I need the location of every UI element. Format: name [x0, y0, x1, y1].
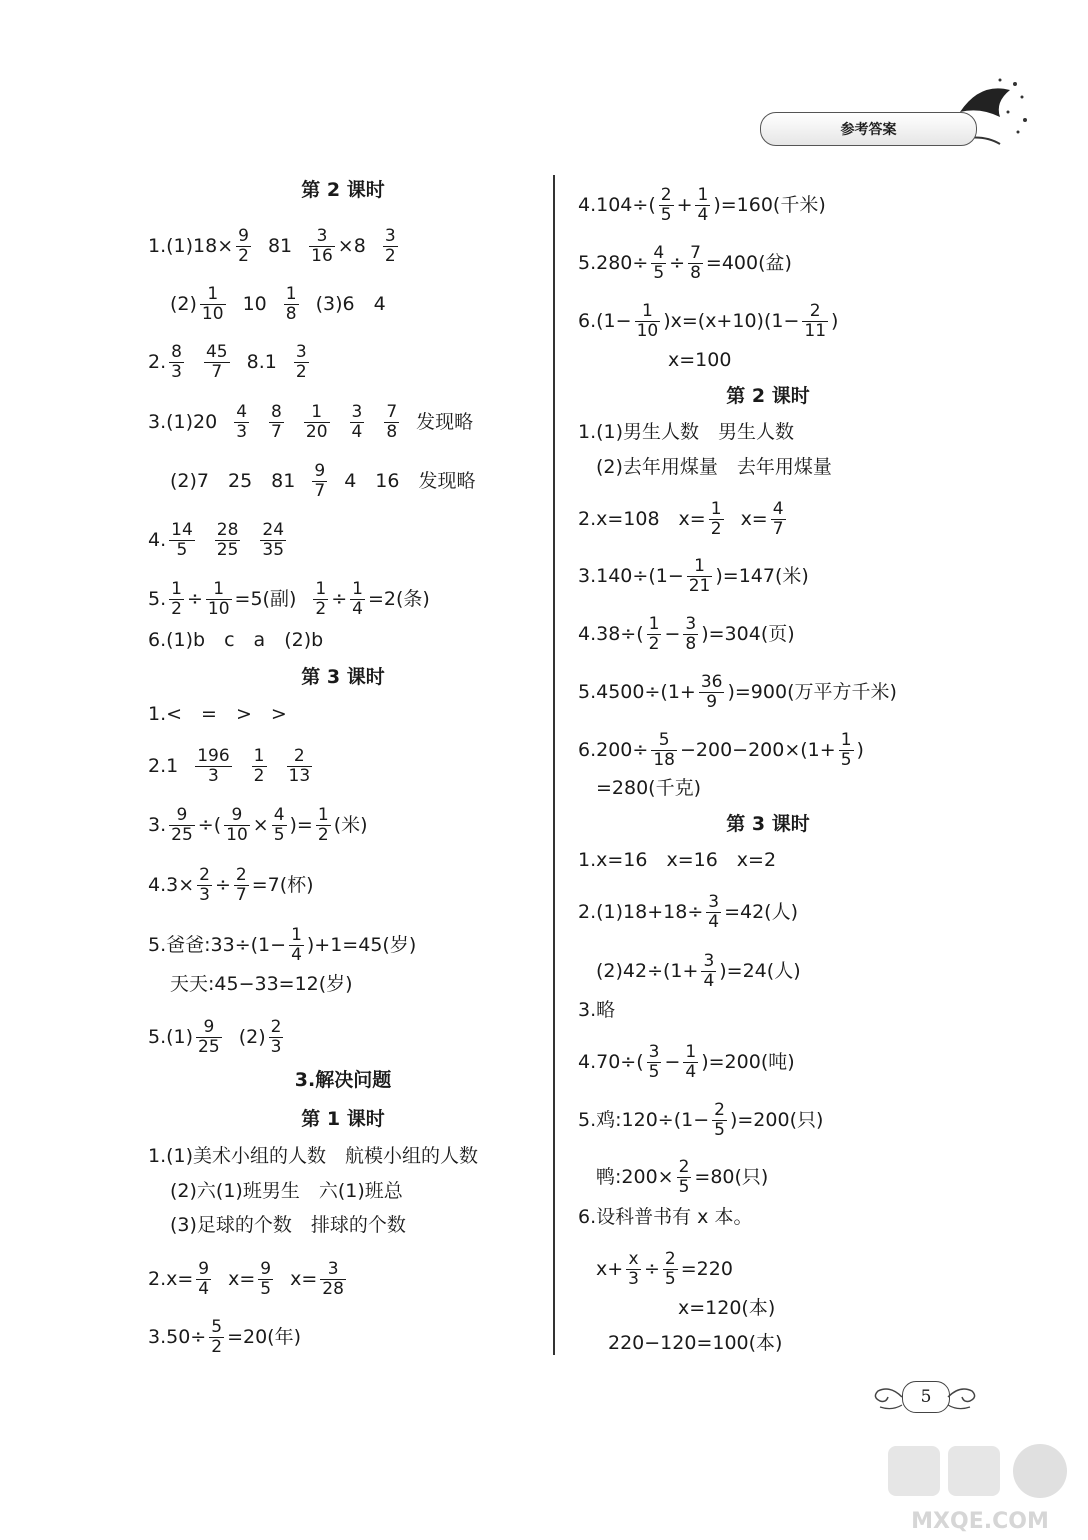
answer-line: 4.38÷( $\frac{1}{2}$ − $\frac{3}{8}$ )=304(页): [578, 614, 795, 654]
answer-line: 5.爸爸:33÷(1− $\frac{1}{4}$ )+1=45(岁): [148, 925, 417, 965]
answer-line: 4. $\frac{14}{5}$ $\frac{28}{25}$ $\frac{24}{35}$: [148, 520, 285, 560]
answer-line: (2) $\frac{1}{10}$ 10 $\frac{1}{8}$ (3)6 4: [170, 284, 386, 324]
answer-line: (2)六(1)班男生 六(1)班总: [170, 1180, 403, 1202]
answer-line: 6.200÷ $\frac{5}{18}$ −200−200×(1+ $\frac{1}{5}$ ): [578, 730, 864, 770]
answer-line: 5.(1) $\frac{9}{25}$ (2) $\frac{2}{3}$: [148, 1017, 282, 1057]
answer-line: 鸭:200× $\frac{2}{5}$ =80(只): [596, 1157, 769, 1197]
answer-line: 3.50÷ $\frac{5}{2}$ =20(年): [148, 1317, 301, 1357]
answer-line: 6.(1)b c a (2)b: [148, 629, 324, 651]
answer-line: 1.< = > >: [148, 703, 287, 725]
section-heading: 第 2 课时: [301, 179, 385, 201]
answer-line: 2. $\frac{8}{3}$ $\frac{45}{7}$ 8.1 $\frac{3}{2}$: [148, 342, 307, 382]
column-divider: [553, 175, 555, 1355]
answer-line: 2.1 $\frac{196}{3}$ $\frac{1}{2}$ $\frac{2}{13}$: [148, 746, 311, 786]
answer-line: (3)足球的个数 排球的个数: [170, 1214, 406, 1236]
watermark: [880, 1438, 1080, 1536]
left-column: [148, 0, 538, 1400]
answer-line: 1.(1)美术小组的人数 航模小组的人数: [148, 1145, 479, 1167]
answer-line: 2.x=108 x= $\frac{1}{2}$ x= $\frac{4}{7}$: [578, 499, 784, 539]
answer-line: =280(千克): [596, 777, 702, 799]
section-heading: 3.解决问题: [294, 1069, 392, 1091]
answer-line: 3. $\frac{9}{25}$ ÷( $\frac{9}{10}$ × $\frac{4}{5}$ )= $\frac{1}{2}$ (米): [148, 805, 368, 845]
answer-line: 3.略: [578, 999, 616, 1021]
page-number-ornament: [870, 1375, 980, 1419]
answer-line: 5.鸡:120÷(1− $\frac{2}{5}$ )=200(只): [578, 1100, 824, 1140]
answer-line: 天天:45−33=12(岁): [170, 973, 353, 995]
answer-line: x+ $\frac{x}{3}$ ÷ $\frac{2}{5}$ =220: [596, 1249, 733, 1289]
answer-line: 3.(1)20 $\frac{4}{3}$ $\frac{8}{7}$ $\frac{1}{20}$ $\frac{3}{4}$ $\frac{7}{8}$ 发现略: [148, 402, 474, 442]
section-heading: 第 3 课时: [301, 666, 385, 688]
answer-line: 6.设科普书有 x 本。: [578, 1206, 753, 1228]
answer-line: 6.(1− $\frac{1}{10}$ )x=(x+10)(1− $\frac{2}{11}$ ): [578, 301, 839, 341]
answer-line: 4.3× $\frac{2}{3}$ ÷ $\frac{2}{7}$ =7(杯): [148, 865, 314, 905]
banner-title: 参考答案: [840, 122, 897, 138]
answer-line: (2)去年用煤量 去年用煤量: [596, 456, 832, 478]
answer-line: (2)7 25 81 $\frac{9}{7}$ 4 16 发现略: [170, 461, 476, 501]
answer-line: 3.140÷(1− $\frac{1}{21}$ )=147(米): [578, 556, 809, 596]
page-number: 5: [902, 1381, 950, 1413]
section-heading: 第 1 课时: [301, 1108, 385, 1130]
watermark-logo-icon: [880, 1438, 1080, 1536]
answer-line: (2)42÷(1+ $\frac{3}{4}$ )=24(人): [596, 951, 801, 991]
answer-line: x=100: [668, 349, 732, 371]
answer-line: 1.(1)18× $\frac{9}{2}$ 81 $\frac{3}{16}$ ×8 $\frac{3}{2}$: [148, 226, 396, 266]
answer-line: 5. $\frac{1}{2}$ ÷ $\frac{1}{10}$ =5(副) $\frac{1}{2}$ ÷ $\frac{1}{4}$ =2(条): [148, 579, 430, 619]
svg-text:MXQE.COM: MXQE.COM: [911, 1509, 1049, 1534]
answer-line: 5.280÷ $\frac{4}{5}$ ÷ $\frac{7}{8}$ =400(盆): [578, 243, 792, 283]
answer-line: 1.x=16 x=16 x=2: [578, 849, 777, 871]
answer-line: 2.(1)18+18÷ $\frac{3}{4}$ =42(人): [578, 892, 799, 932]
answer-line: 1.(1)男生人数 男生人数: [578, 421, 795, 443]
right-column: [578, 0, 908, 1400]
section-heading: 第 2 课时: [726, 385, 810, 407]
section-heading: 第 3 课时: [726, 813, 810, 835]
answer-line: x=120(本): [678, 1297, 776, 1319]
answer-line: 5.4500÷(1+ $\frac{36}{9}$ )=900(万平方千米): [578, 672, 897, 712]
answer-line: 2.x= $\frac{9}{4}$ x= $\frac{9}{5}$ x= $\frac{3}{28}$: [148, 1259, 344, 1299]
answer-line: 220−120=100(本): [608, 1332, 783, 1354]
answer-line: 4.104÷( $\frac{2}{5}$ + $\frac{1}{4}$ )=160(千米): [578, 185, 826, 225]
answer-line: 4.70÷( $\frac{3}{5}$ − $\frac{1}{4}$ )=200(吨): [578, 1042, 795, 1082]
